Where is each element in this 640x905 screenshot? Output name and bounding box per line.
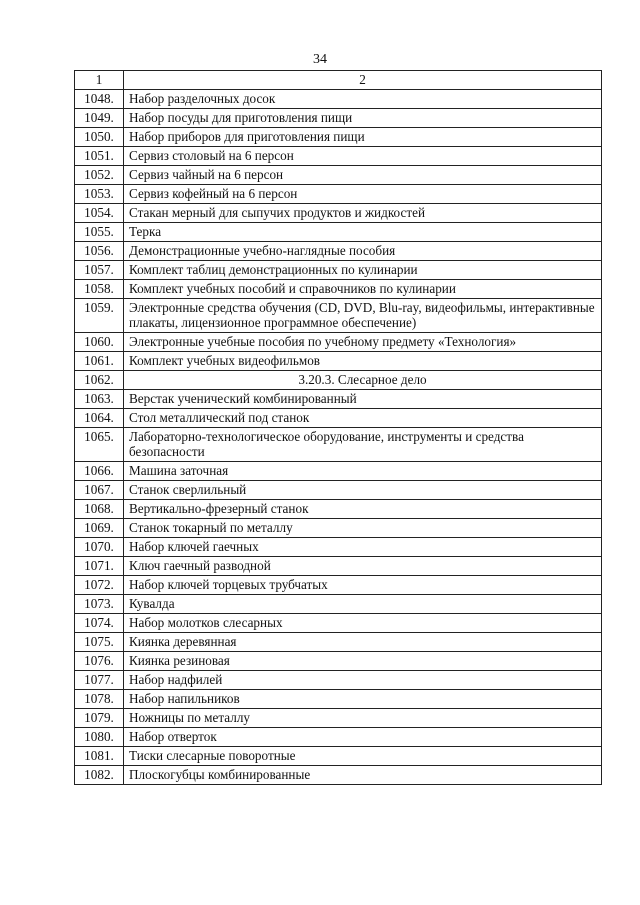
row-number-cell: 1063. bbox=[75, 390, 124, 409]
row-number-cell: 1060. bbox=[75, 333, 124, 352]
row-name-cell: Станок сверлильный bbox=[124, 481, 602, 500]
row-name-cell: Кувалда bbox=[124, 595, 602, 614]
table-body bbox=[75, 71, 602, 785]
table-row bbox=[75, 595, 602, 614]
row-name-cell: Плоскогубцы комбинированные bbox=[124, 766, 602, 785]
row-number-cell: 1077. bbox=[75, 671, 124, 690]
row-number-cell: 1050. bbox=[75, 128, 124, 147]
table-row bbox=[75, 652, 602, 671]
row-number-cell: 1071. bbox=[75, 557, 124, 576]
table-row bbox=[75, 299, 602, 333]
row-number-cell: 1056. bbox=[75, 242, 124, 261]
row-number-cell: 1074. bbox=[75, 614, 124, 633]
row-name-cell: Сервиз столовый на 6 персон bbox=[124, 147, 602, 166]
row-name-cell: Набор разделочных досок bbox=[124, 90, 602, 109]
row-name-cell: Набор ключей торцевых трубчатых bbox=[124, 576, 602, 595]
row-name-cell: Набор ключей гаечных bbox=[124, 538, 602, 557]
row-name-cell: Лабораторно-технологическое оборудование, инструменты и средства безопасности bbox=[124, 428, 602, 462]
header-cell-name: 2 bbox=[124, 71, 602, 90]
table-row bbox=[75, 333, 602, 352]
table-row bbox=[75, 223, 602, 242]
row-name-cell: Набор посуды для приготовления пищи bbox=[124, 109, 602, 128]
row-number-cell: 1079. bbox=[75, 709, 124, 728]
row-name-cell: Комплект учебных пособий и справочников по кулинарии bbox=[124, 280, 602, 299]
table-row bbox=[75, 90, 602, 109]
row-name-cell: Комплект таблиц демонстрационных по кулинарии bbox=[124, 261, 602, 280]
row-number-cell: 1059. bbox=[75, 299, 124, 333]
table-row bbox=[75, 185, 602, 204]
table-row bbox=[75, 633, 602, 652]
row-number-cell: 1080. bbox=[75, 728, 124, 747]
row-number-cell: 1048. bbox=[75, 90, 124, 109]
row-name-cell: Киянка резиновая bbox=[124, 652, 602, 671]
row-name-cell: Комплект учебных видеофильмов bbox=[124, 352, 602, 371]
row-name-cell: Ножницы по металлу bbox=[124, 709, 602, 728]
page-number: 34 bbox=[313, 52, 327, 67]
table-row bbox=[75, 690, 602, 709]
row-number-cell: 1068. bbox=[75, 500, 124, 519]
row-name-cell: Сервиз кофейный на 6 персон bbox=[124, 185, 602, 204]
row-name-cell: Набор отверток bbox=[124, 728, 602, 747]
table-row bbox=[75, 204, 602, 223]
row-number-cell: 1082. bbox=[75, 766, 124, 785]
table-row bbox=[75, 728, 602, 747]
table-row bbox=[75, 261, 602, 280]
row-name-cell: Демонстрационные учебно-наглядные пособия bbox=[124, 242, 602, 261]
row-name-cell: Электронные учебные пособия по учебному предмету «Технология» bbox=[124, 333, 602, 352]
table-row bbox=[75, 557, 602, 576]
row-number-cell: 1075. bbox=[75, 633, 124, 652]
row-name-cell: Набор приборов для приготовления пищи bbox=[124, 128, 602, 147]
table-row bbox=[75, 709, 602, 728]
table-row bbox=[75, 242, 602, 261]
row-number-cell: 1061. bbox=[75, 352, 124, 371]
row-number-cell: 1064. bbox=[75, 409, 124, 428]
table-row bbox=[75, 428, 602, 462]
row-number-cell: 1066. bbox=[75, 462, 124, 481]
table-row bbox=[75, 462, 602, 481]
row-number-cell: 1076. bbox=[75, 652, 124, 671]
row-name-cell: Тиски слесарные поворотные bbox=[124, 747, 602, 766]
table-header-row bbox=[75, 71, 602, 90]
row-number-cell: 1058. bbox=[75, 280, 124, 299]
section-title-cell: 3.20.3. Слесарное дело bbox=[124, 371, 602, 390]
table-row bbox=[75, 409, 602, 428]
table-row bbox=[75, 390, 602, 409]
table-row bbox=[75, 519, 602, 538]
row-number-cell: 1057. bbox=[75, 261, 124, 280]
row-name-cell: Верстак ученический комбинированный bbox=[124, 390, 602, 409]
row-name-cell: Стакан мерный для сыпучих продуктов и жидкостей bbox=[124, 204, 602, 223]
row-name-cell: Набор надфилей bbox=[124, 671, 602, 690]
table-row bbox=[75, 500, 602, 519]
table-row bbox=[75, 538, 602, 557]
row-number-cell: 1053. bbox=[75, 185, 124, 204]
table-row bbox=[75, 352, 602, 371]
row-name-cell: Машина заточная bbox=[124, 462, 602, 481]
row-name-cell: Вертикально-фрезерный станок bbox=[124, 500, 602, 519]
row-number-cell: 1051. bbox=[75, 147, 124, 166]
header-cell-number: 1 bbox=[75, 71, 124, 90]
row-number-cell: 1049. bbox=[75, 109, 124, 128]
row-name-cell: Набор напильников bbox=[124, 690, 602, 709]
table-row bbox=[75, 614, 602, 633]
table-row bbox=[75, 576, 602, 595]
row-name-cell: Стол металлический под станок bbox=[124, 409, 602, 428]
row-number-cell: 1069. bbox=[75, 519, 124, 538]
table-row bbox=[75, 109, 602, 128]
row-number-cell: 1054. bbox=[75, 204, 124, 223]
row-name-cell: Набор молотков слесарных bbox=[124, 614, 602, 633]
table-row bbox=[75, 481, 602, 500]
row-number-cell: 1072. bbox=[75, 576, 124, 595]
table-row bbox=[75, 128, 602, 147]
row-number-cell: 1067. bbox=[75, 481, 124, 500]
table-row bbox=[75, 147, 602, 166]
equipment-table bbox=[74, 70, 602, 785]
row-number-cell: 1065. bbox=[75, 428, 124, 462]
row-name-cell: Ключ гаечный разводной bbox=[124, 557, 602, 576]
row-number-cell: 1081. bbox=[75, 747, 124, 766]
row-name-cell: Терка bbox=[124, 223, 602, 242]
table-row bbox=[75, 671, 602, 690]
table-row bbox=[75, 280, 602, 299]
row-name-cell: Станок токарный по металлу bbox=[124, 519, 602, 538]
row-name-cell: Киянка деревянная bbox=[124, 633, 602, 652]
section-row bbox=[75, 371, 602, 390]
row-number-cell: 1055. bbox=[75, 223, 124, 242]
row-number-cell: 1070. bbox=[75, 538, 124, 557]
row-name-cell: Сервиз чайный на 6 персон bbox=[124, 166, 602, 185]
row-number-cell: 1062. bbox=[75, 371, 124, 390]
table-row bbox=[75, 747, 602, 766]
table-row bbox=[75, 166, 602, 185]
row-number-cell: 1078. bbox=[75, 690, 124, 709]
table-row bbox=[75, 766, 602, 785]
row-name-cell: Электронные средства обучения (CD, DVD, Blu-ray, видеофильмы, интерактивные плакаты, лицензионное программное обеспечение) bbox=[124, 299, 602, 333]
row-number-cell: 1052. bbox=[75, 166, 124, 185]
row-number-cell: 1073. bbox=[75, 595, 124, 614]
